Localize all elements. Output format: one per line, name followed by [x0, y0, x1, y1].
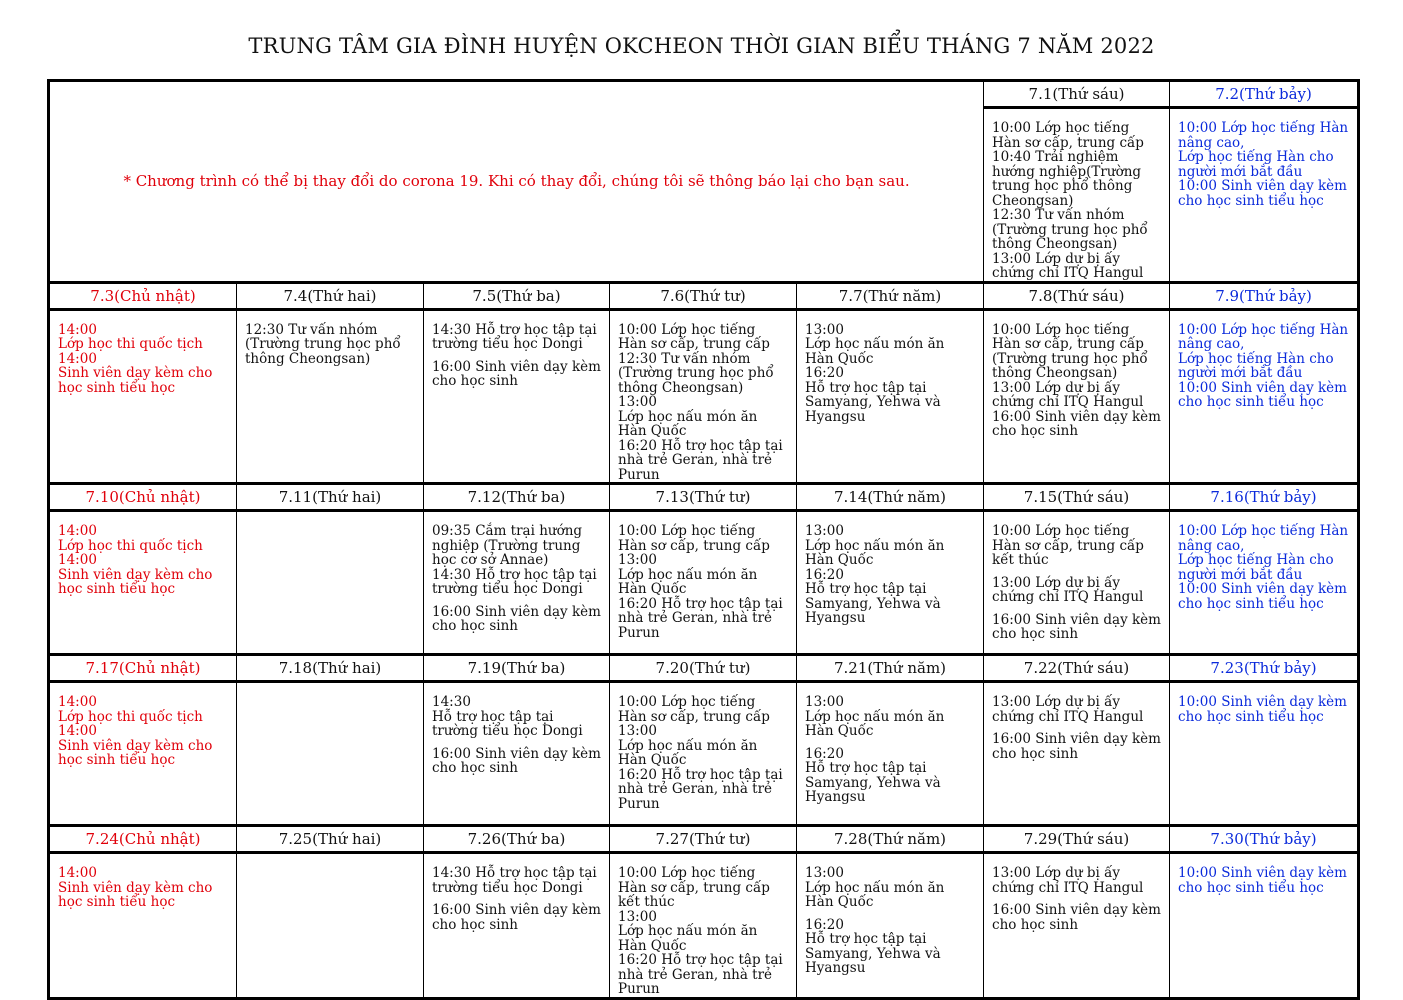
event: Lớp học nấu món ăn Hàn Quốc [618, 923, 758, 954]
day-header: 7.17(Chủ nhật) [49, 655, 237, 682]
day-cell-tuesday [424, 682, 610, 826]
day-cell-7-2 [1170, 108, 1359, 283]
day-header: 7.25(Thứ hai) [237, 826, 424, 853]
event: 13:00 [805, 321, 844, 338]
event: 10:00 Sinh viên dạy kèm cho học sinh tiểu học [1178, 694, 1347, 725]
event: 14:00 [58, 321, 97, 338]
event: 16:20 Hỗ trợ học tập tại nhà trẻ Geran, nhà trẻ Purun [618, 766, 783, 812]
day-header: 7.4(Thứ hai) [237, 282, 424, 309]
day-cell-monday [237, 511, 424, 655]
event: 09:35 Cắm trại hướng nghiệp (Trường trung học cơ sở Annae) [432, 523, 583, 568]
event: Lớp học thi quốc tịch [58, 537, 203, 554]
event: 10:40 Trải nghiệm hướng nghiệp(Trường trung học phổ thông Cheongsan) [992, 149, 1142, 209]
day-cell-tuesday [424, 853, 610, 999]
day-header-7-1: 7.1(Thứ sáu) [984, 81, 1170, 108]
event: 10:00 Lớp học tiếng Hàn sơ cấp, trung cấp kết thúc [618, 865, 770, 910]
day-cell-wednesday [610, 682, 797, 826]
day-cell-tuesday [424, 309, 610, 484]
event: 14:00 [58, 865, 97, 881]
event: 16:20 [805, 916, 844, 933]
event: 10:00 Sinh viên dạy kèm cho học sinh tiểu học [1178, 178, 1347, 209]
day-header: 7.20(Thứ tư) [610, 655, 797, 682]
day-header: 7.21(Thứ năm) [797, 655, 984, 682]
event: 13:00 Lớp dự bị ấy chứng chỉ ITQ Hangul [992, 694, 1144, 725]
event: 13:00 Lớp dự bị ấy chứng chỉ ITQ Hangul [992, 379, 1144, 410]
event: Hỗ trợ học tập tại trường tiểu học Dongi [432, 708, 583, 739]
event: 13:00 [618, 908, 657, 925]
event: 13:00 Lớp dự bị ấy chứng chỉ ITQ Hangul [992, 865, 1144, 896]
event: 10:00 Lớp học tiếng Hàn sơ cấp, trung cấp [992, 120, 1144, 151]
day-header: 7.28(Thứ năm) [797, 826, 984, 853]
event: (Trường trung học phổ thông Cheongsan) [992, 350, 1148, 381]
event: 12:30 Tư vấn nhóm (Trường trung học phổ thông Cheongsan) [618, 350, 774, 396]
day-cell-monday [237, 309, 424, 484]
week-0-header-row [49, 81, 1359, 108]
event: Lớp học nấu món ăn Hàn Quốc [805, 708, 945, 739]
day-cell-thursday [797, 511, 984, 655]
event: 13:00 Lớp dự bị ấy chứng chỉ ITQ Hangul [992, 574, 1144, 605]
event: Sinh viên dạy kèm cho học sinh tiểu học [58, 566, 213, 597]
day-cell-thursday [797, 682, 984, 826]
event: 10:00 Lớp học tiếng Hàn sơ cấp, trung cấp kết thúc [992, 523, 1144, 568]
event: 13:00 [805, 523, 844, 539]
event: Lớp học nấu món ăn Hàn Quốc [618, 408, 758, 439]
day-header: 7.14(Thứ năm) [797, 484, 984, 511]
event: Sinh viên dạy kèm cho học sinh tiểu học [58, 365, 213, 396]
event: 14:00 [58, 350, 97, 367]
day-cell-saturday [1170, 682, 1359, 826]
event: 14:30 Hỗ trợ học tập tại trường tiểu học Dongi [432, 865, 597, 896]
day-header: 7.27(Thứ tư) [610, 826, 797, 853]
event: 13:00 [618, 394, 657, 410]
event: 16:00 Sinh viên dạy kèm cho học sinh [432, 603, 601, 634]
day-header: 7.5(Thứ ba) [424, 282, 610, 309]
event: 13:00 [618, 552, 657, 568]
week-1-header-row [49, 282, 1359, 309]
event: 13:00 [618, 723, 657, 739]
event: 16:00 Sinh viên dạy kèm cho học sinh [992, 408, 1161, 439]
day-cell-wednesday [610, 309, 797, 484]
event: Sinh viên dạy kèm cho học sinh tiểu học [58, 879, 213, 910]
event: Lớp học nấu món ăn Hàn Quốc [618, 566, 758, 597]
event: Hỗ trợ học tập tại Samyang, Yehwa và Hyangsu [805, 379, 941, 425]
day-header: 7.18(Thứ hai) [237, 655, 424, 682]
event: 14:00 [58, 723, 97, 739]
day-cell-tuesday [424, 511, 610, 655]
event: 14:00 [58, 694, 97, 710]
page-title: TRUNG TÂM GIA ĐÌNH HUYỆN OKCHEON THỜI GIAN BIỂU THÁNG 7 NĂM 2022 [248, 34, 1155, 58]
event: Lớp học tiếng Hàn cho người mới bắt đầu [1178, 350, 1334, 381]
day-header: 7.7(Thứ năm) [797, 282, 984, 309]
day-cell-sunday [49, 853, 237, 999]
day-cell-thursday [797, 309, 984, 484]
day-header: 7.6(Thứ tư) [610, 282, 797, 309]
event: 10:00 Lớp học tiếng Hàn sơ cấp, trung cấp [618, 694, 770, 725]
day-header: 7.15(Thứ sáu) [984, 484, 1170, 511]
corona-notice: * Chương trình có thể bị thay đổi do corona 19. Khi có thay đổi, chúng tôi sẽ thông báo lại cho bạn sau. [123, 172, 910, 191]
week-3-body-row [49, 682, 1359, 826]
event: 16:00 Sinh viên dạy kèm cho học sinh [992, 731, 1161, 762]
notice-cell [49, 81, 984, 283]
day-cell-friday [984, 682, 1170, 826]
event: Hỗ trợ học tập tại Samyang, Yehwa và Hyangsu [805, 581, 941, 626]
event: 16:20 Hỗ trợ học tập tại nhà trẻ Geran, nhà trẻ Purun [618, 952, 783, 997]
event: 16:20 [805, 566, 844, 583]
day-cell-monday [237, 682, 424, 826]
event: 10:00 Lớp học tiếng Hàn nâng cao, [1178, 321, 1349, 352]
week-4-body-row [49, 853, 1359, 999]
event: Lớp học nấu món ăn Hàn Quốc [805, 879, 945, 910]
event: 16:00 Sinh viên dạy kèm cho học sinh [992, 902, 1161, 933]
event: 10:00 Sinh viên dạy kèm cho học sinh tiểu học [1178, 865, 1347, 896]
day-header-7-2: 7.2(Thứ bảy) [1170, 81, 1359, 108]
week-3-header-row [49, 655, 1359, 682]
day-cell-saturday [1170, 511, 1359, 655]
event: 14:00 [58, 552, 97, 568]
event: 10:00 Lớp học tiếng Hàn sơ cấp, trung cấp [618, 523, 770, 554]
day-header: 7.10(Chủ nhật) [49, 484, 237, 511]
day-cell-friday [984, 853, 1170, 999]
day-header: 7.24(Chủ nhật) [49, 826, 237, 853]
week-1-body-row [49, 309, 1359, 484]
event: 10:00 Lớp học tiếng Hàn sơ cấp, trung cấp [618, 321, 770, 352]
day-cell-monday [237, 853, 424, 999]
event: 16:20 Hỗ trợ học tập tại nhà trẻ Geran, nhà trẻ Purun [618, 595, 783, 641]
event: 16:00 Sinh viên dạy kèm cho học sinh [432, 358, 601, 389]
event: Lớp học thi quốc tịch [58, 336, 203, 352]
event: 10:00 Lớp học tiếng Hàn nâng cao, [1178, 120, 1349, 151]
day-cell-wednesday [610, 853, 797, 999]
day-cell-7-1 [984, 108, 1170, 283]
event: 14:30 Hỗ trợ học tập tại trường tiểu học Dongi [432, 321, 597, 352]
day-header: 7.9(Thứ bảy) [1170, 282, 1359, 309]
week-2-header-row [49, 484, 1359, 511]
day-cell-sunday [49, 309, 237, 484]
day-header: 7.13(Thứ tư) [610, 484, 797, 511]
event: Lớp học tiếng Hàn cho người mới bắt đầu [1178, 552, 1334, 583]
week-2-body-row [49, 511, 1359, 655]
event: Lớp học thi quốc tịch [58, 708, 203, 725]
event: Lớp học nấu món ăn Hàn Quốc [805, 537, 945, 568]
event: 16:20 [805, 745, 844, 762]
event: Sinh viên dạy kèm cho học sinh tiểu học [58, 737, 213, 768]
event: 10:00 Lớp học tiếng Hàn nâng cao, [1178, 523, 1349, 554]
event: 16:00 Sinh viên dạy kèm cho học sinh [432, 745, 601, 776]
event: 10:00 Lớp học tiếng Hàn sơ cấp, trung cấp [992, 321, 1144, 352]
event: 14:30 [432, 694, 471, 710]
event: Lớp học tiếng Hàn cho người mới bắt đầu [1178, 149, 1334, 180]
event: 16:00 Sinh viên dạy kèm cho học sinh [992, 611, 1161, 642]
event: 14:00 [58, 523, 97, 539]
day-header: 7.16(Thứ bảy) [1170, 484, 1359, 511]
day-cell-friday [984, 309, 1170, 484]
event: 13:00 [805, 865, 844, 881]
event: 16:20 Hỗ trợ học tập tại nhà trẻ Geran, nhà trẻ Purun [618, 437, 783, 483]
event: Hỗ trợ học tập tại Samyang, Yehwa và Hyangsu [805, 931, 941, 976]
day-cell-saturday [1170, 309, 1359, 484]
day-cell-wednesday [610, 511, 797, 655]
event: 16:00 Sinh viên dạy kèm cho học sinh [432, 902, 601, 933]
day-cell-sunday [49, 682, 237, 826]
event: 13:00 Lớp dự bị ấy chứng chỉ ITQ Hangul [992, 250, 1144, 281]
day-header: 7.8(Thứ sáu) [984, 282, 1170, 309]
event: Lớp học nấu món ăn Hàn Quốc [618, 737, 758, 768]
day-header: 7.3(Chủ nhật) [49, 282, 237, 309]
day-header: 7.29(Thứ sáu) [984, 826, 1170, 853]
day-header: 7.23(Thứ bảy) [1170, 655, 1359, 682]
event: 10:00 Sinh viên dạy kèm cho học sinh tiểu học [1178, 379, 1347, 410]
day-cell-friday [984, 511, 1170, 655]
day-header: 7.19(Thứ ba) [424, 655, 610, 682]
event: 16:20 [805, 365, 844, 381]
day-header: 7.22(Thứ sáu) [984, 655, 1170, 682]
event: 13:00 [805, 694, 844, 710]
day-header: 7.12(Thứ ba) [424, 484, 610, 511]
day-header: 7.11(Thứ hai) [237, 484, 424, 511]
day-cell-thursday [797, 853, 984, 999]
week-4-header-row [49, 826, 1359, 853]
event: Hỗ trợ học tập tại Samyang, Yehwa và Hyangsu [805, 760, 941, 805]
event: Lớp học nấu món ăn Hàn Quốc [805, 336, 945, 367]
day-header: 7.26(Thứ ba) [424, 826, 610, 853]
day-cell-saturday [1170, 853, 1359, 999]
day-header: 7.30(Thứ bảy) [1170, 826, 1359, 853]
event: 12:30 Tư vấn nhóm (Trường trung học phổ thông Cheongsan) [245, 321, 401, 367]
event: 14:30 Hỗ trợ học tập tại trường tiểu học Dongi [432, 566, 597, 597]
event: 12:30 Tư vấn nhóm (Trường trung học phổ thông Cheongsan) [992, 207, 1148, 252]
event: 10:00 Sinh viên dạy kèm cho học sinh tiểu học [1178, 581, 1347, 612]
day-cell-sunday [49, 511, 237, 655]
calendar-table [47, 79, 1360, 1000]
